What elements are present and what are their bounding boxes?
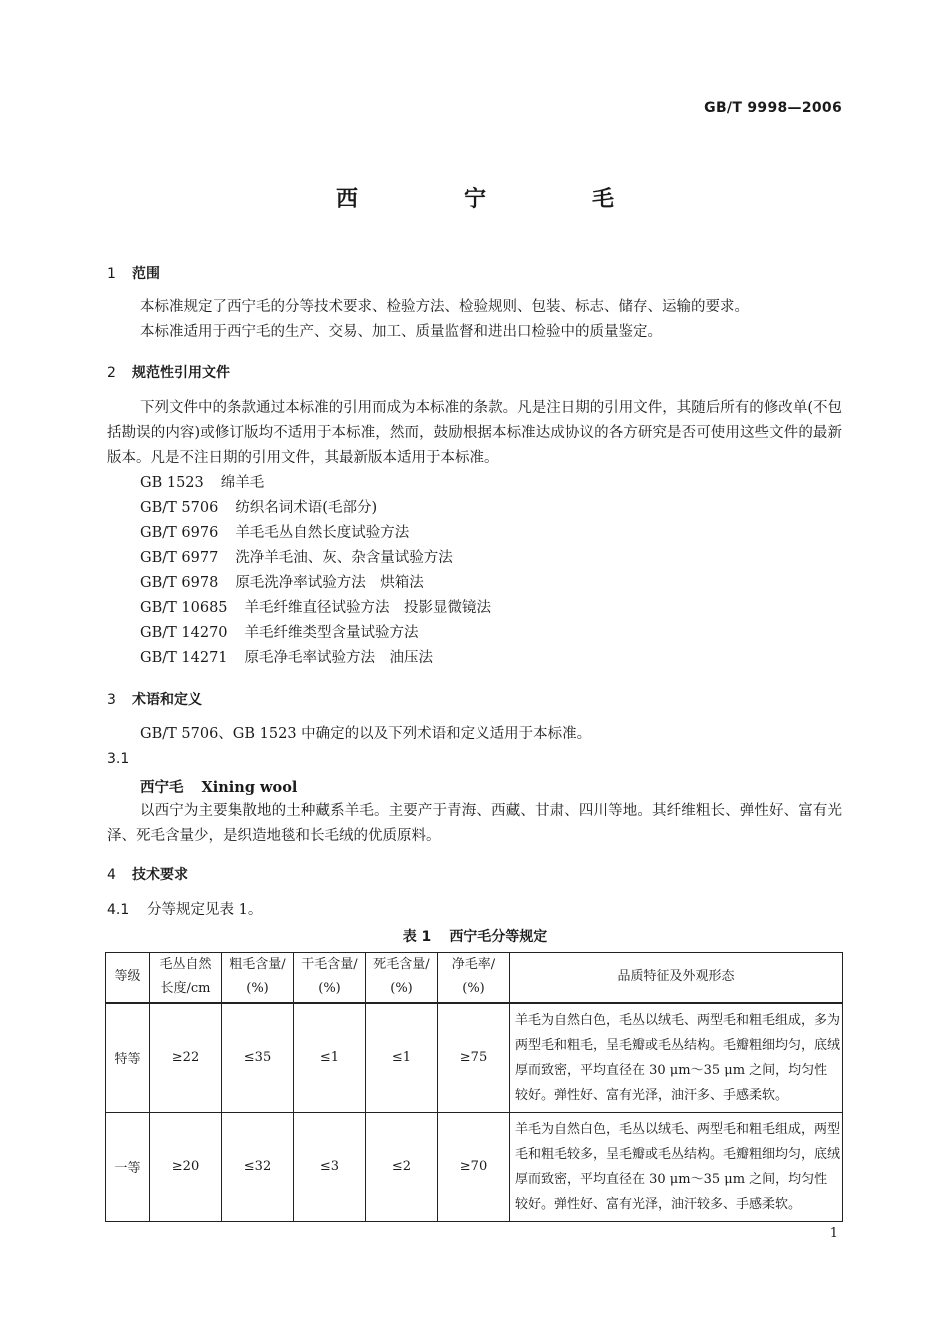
reference-item — [140, 521, 491, 546]
cell-dead: ≤2 — [366, 1112, 438, 1221]
cell-description: 羊毛为自然白色，毛丛以绒毛、两型毛和粗毛组成，两型毛和粗毛较多，呈毛瓣或毛丛结构。毛瓣粗细均匀，底绒厚而致密，平均直径在 30 μm～35 μm 之间，均匀性较好。弹性好、富有光泽，油汗较多、手感柔软。 — [510, 1112, 843, 1221]
table-caption-title: 西宁毛分等规定 — [449, 929, 548, 945]
reference-item — [140, 496, 491, 521]
table-caption-number: 表 1 — [402, 929, 432, 945]
cell-dead: ≤1 — [366, 1003, 438, 1113]
subsection-3-1-number: 3.1 — [107, 751, 130, 767]
cell-grade: 特等 — [106, 1003, 150, 1113]
cell-description: 羊毛为自然白色，毛丛以绒毛、两型毛和粗毛组成，多为两型毛和粗毛，呈毛瓣或毛丛结构。毛瓣粗细均匀，底绒厚而致密，平均直径在 30 μm～35 μm 之间，均匀性较好。弹性好、富有光泽，油汗多、手感柔软。 — [510, 1003, 843, 1113]
section-title: 规范性引用文件 — [132, 365, 230, 381]
term-heading — [140, 776, 297, 797]
reference-item — [140, 571, 491, 596]
reference-code: GB 1523 — [140, 475, 204, 491]
reference-code: GB/T 14270 — [140, 625, 228, 641]
table-row — [106, 1003, 843, 1113]
header-dead: 死毛含量/ (%) — [366, 953, 438, 1003]
table-caption — [0, 926, 950, 946]
header-yield: 净毛率/ (%) — [438, 953, 510, 1003]
section-2-heading — [107, 362, 230, 382]
header-coarse: 粗毛含量/ (%) — [222, 953, 294, 1003]
cell-length: ≥22 — [150, 1003, 222, 1113]
cell-yield: ≥70 — [438, 1112, 510, 1221]
reference-title: 原毛净毛率试验方法 油压法 — [244, 650, 434, 666]
reference-code: GB/T 6978 — [140, 575, 219, 591]
page-number: 1 — [829, 1226, 838, 1241]
section-number: 1 — [107, 266, 116, 282]
reference-title: 洗净羊毛油、灰、杂含量试验方法 — [235, 550, 453, 566]
section-3-intro: GB/T 5706、GB 1523 中确定的以及下列术语和定义适用于本标准。 — [140, 726, 592, 742]
term-definition: 以西宁为主要集散地的土种藏系羊毛。主要产于青海、西藏、甘肃、四川等地。其纤维粗长、弹性好、富有光泽、死毛含量少，是织造地毯和长毛绒的优质原料。 — [107, 803, 842, 844]
section-title: 术语和定义 — [132, 692, 202, 708]
section-number: 2 — [107, 365, 116, 381]
reference-code: GB/T 6977 — [140, 550, 219, 566]
section-title: 技术要求 — [132, 867, 188, 883]
table-row — [106, 1112, 843, 1221]
section-3-heading — [107, 689, 202, 709]
section-1-para-1: 本标准规定了西宁毛的分等技术要求、检验方法、检验规则、包装、标志、储存、运输的要求。 — [140, 299, 749, 315]
reference-title: 羊毛纤维类型含量试验方法 — [244, 625, 419, 641]
reference-item — [140, 546, 491, 571]
reference-title: 羊毛毛丛自然长度试验方法 — [235, 525, 410, 541]
subsection-number: 4.1 — [107, 902, 130, 918]
cell-grade: 一等 — [106, 1112, 150, 1221]
reference-item — [140, 646, 491, 671]
reference-item — [140, 621, 491, 646]
header-length: 毛丛自然 长度/cm — [150, 953, 222, 1003]
reference-title: 绵羊毛 — [220, 475, 265, 491]
section-1-para-2: 本标准适用于西宁毛的生产、交易、加工、质量监督和进出口检验中的质量鉴定。 — [140, 324, 662, 340]
reference-code: GB/T 10685 — [140, 600, 228, 616]
reference-title: 纺织名词术语(毛部分) — [235, 500, 378, 516]
section-number: 3 — [107, 692, 116, 708]
term-chinese: 西宁毛 — [140, 779, 184, 796]
standard-code: GB/T 9998—2006 — [704, 100, 842, 116]
section-number: 4 — [107, 867, 116, 883]
reference-title: 羊毛纤维直径试验方法 投影显微镜法 — [244, 600, 492, 616]
grading-table — [105, 952, 843, 1222]
reference-item — [140, 471, 491, 496]
reference-code: GB/T 14271 — [140, 650, 228, 666]
cell-length: ≥20 — [150, 1112, 222, 1221]
subsection-text: 分等规定见表 1。 — [147, 902, 263, 918]
section-1-heading — [107, 263, 160, 283]
reference-code: GB/T 6976 — [140, 525, 219, 541]
header-grade: 等级 — [106, 953, 150, 1003]
term-english: Xining wool — [201, 779, 298, 796]
header-dry: 干毛含量/ (%) — [294, 953, 366, 1003]
cell-coarse: ≤35 — [222, 1003, 294, 1113]
reference-code: GB/T 5706 — [140, 500, 219, 516]
table-header-row — [106, 953, 843, 1003]
cell-dry: ≤1 — [294, 1003, 366, 1113]
reference-title: 原毛洗净率试验方法 烘箱法 — [235, 575, 424, 591]
reference-item — [140, 596, 491, 621]
subsection-4-1 — [107, 898, 262, 923]
reference-list — [140, 471, 491, 671]
section-2-intro: 下列文件中的条款通过本标准的引用而成为本标准的条款。凡是注日期的引用文件，其随后所有的修改单(不包括勘误的内容)或修订版均不适用于本标准，然而，鼓励根据本标准达成协议的各方研究是否可使用这些文件的最新版本。凡是不注日期的引用文件，其最新版本适用于本标准。 — [107, 400, 842, 466]
section-4-heading — [107, 864, 188, 884]
cell-dry: ≤3 — [294, 1112, 366, 1221]
header-description: 品质特征及外观形态 — [510, 953, 843, 1003]
section-title: 范围 — [132, 266, 160, 282]
cell-coarse: ≤32 — [222, 1112, 294, 1221]
cell-yield: ≥75 — [438, 1003, 510, 1113]
document-title: 西 宁 毛 — [335, 187, 656, 212]
